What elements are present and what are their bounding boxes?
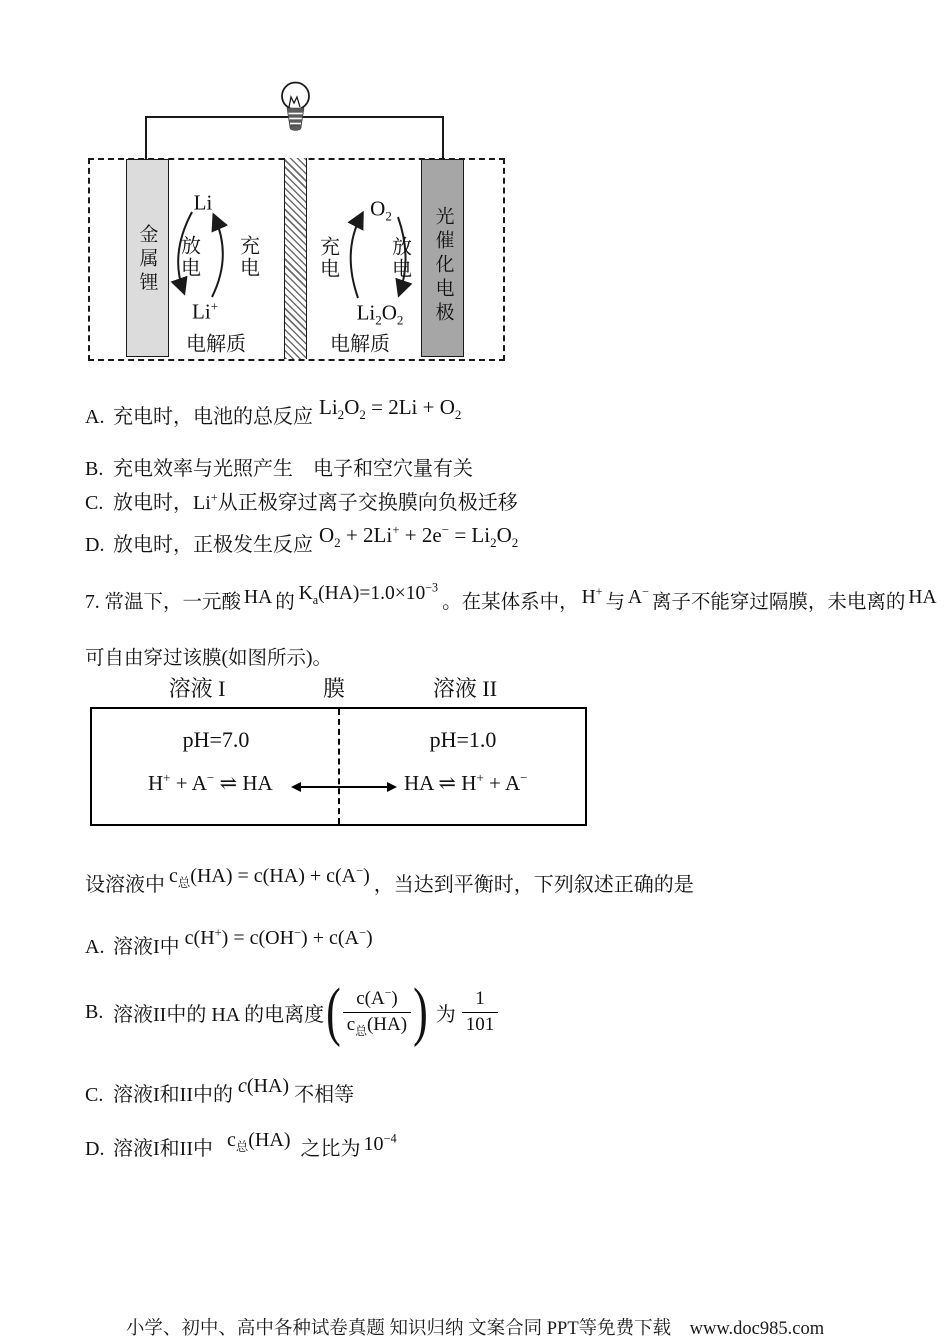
option-text: 为 xyxy=(435,1003,456,1026)
stem-text: 离子不能穿过隔膜，未电离的 xyxy=(651,592,906,613)
fraction-denominator: $c_总(HA)$ xyxy=(343,1012,411,1038)
membrane-diagram-box xyxy=(90,707,587,826)
left-electrode-label: 金属锂 xyxy=(136,224,158,296)
species-li-ion: Li+ xyxy=(191,298,219,324)
q7-option-d xyxy=(85,1129,397,1161)
fraction-numerator: 1 xyxy=(475,987,485,1009)
q7-option-a xyxy=(85,925,373,959)
option-text: 充电效率与光照产生 电子和空穴量有关 xyxy=(113,458,473,480)
given-text: ，当达到平衡时，下列叙述正确的是 xyxy=(373,874,694,896)
membrane-header-solution2: 溶液 II xyxy=(432,676,498,701)
membrane-header-solution1: 溶液 I xyxy=(168,676,226,701)
stem-text: 可自由穿过该膜(如图所示)。 xyxy=(85,648,332,669)
equilibrium-left: H+ + A− ⇌ HA xyxy=(148,770,273,795)
left-cell-charge-label: 充电 xyxy=(236,235,259,279)
q7-stem-line2 xyxy=(85,642,332,670)
option-formula: $c_总(HA)$ xyxy=(226,1129,291,1154)
ph-left: pH=7.0 xyxy=(182,727,250,752)
option-formula: c(H+) = c(OH−) + c(A−) xyxy=(184,925,373,949)
q7-given-line xyxy=(85,863,694,897)
ph-right: pH=1.0 xyxy=(429,727,497,752)
equilibrium-right: HA ⇌ H+ + A− xyxy=(404,770,528,795)
right-cell-charge-label: 充电 xyxy=(316,236,339,280)
open-paren: ( xyxy=(326,974,341,1048)
option-formula: $O_2 + 2Li^+ + 2e^- = Li_2O_2$ xyxy=(319,522,519,551)
option-label: B. xyxy=(85,1000,104,1023)
given-formula: $c_总(HA) = c(HA) + c(A^-)$ xyxy=(169,863,370,890)
q7-option-c xyxy=(85,1075,355,1107)
page-footer: 小学、初中、高中各种试卷真题 知识归纳 文案合同 PPT等免费下载 www.doc985.com xyxy=(125,1319,825,1339)
given-text: 设溶液中 xyxy=(85,874,165,896)
ionization-fraction xyxy=(343,987,411,1037)
species-o2: $O_2$ xyxy=(370,196,392,224)
option-text: 放电时，Li+从正极穿过离子交换膜向负极迁移 xyxy=(113,490,518,514)
species-li2o2: $Li_2O_2$ xyxy=(356,300,404,328)
stem-formula-h: H+ xyxy=(581,584,603,608)
battery-diagram xyxy=(85,66,515,366)
option-text: 放电时，正极发生反应 xyxy=(113,534,313,556)
stem-formula-ka: $K_a(HA)=1.0\times 10^{-3}$ xyxy=(298,580,439,607)
left-cell-discharge-label: 放电 xyxy=(177,235,200,279)
double-arrow xyxy=(293,786,395,788)
separator-membrane xyxy=(284,158,307,359)
option-label: B. xyxy=(85,458,104,480)
q7-stem-line1 xyxy=(85,580,937,614)
option-text: 溶液II中的 HA 的电离度 xyxy=(113,1003,325,1026)
stem-text: 与 xyxy=(605,592,625,613)
stem-text: 。在某体系中， xyxy=(442,592,579,613)
fraction-numerator: c(A−) xyxy=(356,986,398,1009)
option-text: 充电时，电池的总反应 xyxy=(113,406,313,428)
stem-formula-ha: HA xyxy=(244,587,273,608)
close-paren: ) xyxy=(413,974,428,1048)
q6-option-a xyxy=(85,395,462,429)
option-text: 之比为 xyxy=(300,1138,361,1160)
option-formula: $Li_2O_2 = 2Li + O_2$ xyxy=(319,395,462,423)
stem-text: 7. 常温下，一元酸 xyxy=(85,592,242,613)
option-label: D. xyxy=(85,1138,105,1160)
q6-option-c xyxy=(85,486,518,515)
option-text: 溶液I和II中 xyxy=(113,1138,213,1160)
option-text: 溶液I中 xyxy=(113,936,180,958)
stem-formula-ha2: HA xyxy=(908,587,937,608)
stem-formula-a: A− xyxy=(628,584,649,608)
option-text: 不相等 xyxy=(294,1084,355,1106)
q7-option-b xyxy=(85,976,498,1048)
option-formula: c(HA) xyxy=(237,1075,290,1097)
q6-option-b xyxy=(85,452,473,481)
right-cell-electrolyte-label: 电解质 xyxy=(330,333,390,356)
species-li: Li xyxy=(193,190,213,215)
left-cell-electrolyte-label: 电解质 xyxy=(186,333,246,356)
option-label: C. xyxy=(85,492,104,514)
fraction-denominator: 101 xyxy=(462,1012,499,1038)
right-cell-discharge-label: 放电 xyxy=(388,236,411,280)
option-label: A. xyxy=(85,406,105,428)
membrane-header-membrane: 膜 xyxy=(322,676,346,701)
stem-text: 的 xyxy=(275,592,295,613)
option-text: 溶液I和II中的 xyxy=(113,1084,233,1106)
option-label: C. xyxy=(85,1084,104,1106)
q6-option-d xyxy=(85,522,519,557)
option-value: $10^{-4}$ xyxy=(363,1131,397,1155)
option-label: A. xyxy=(85,936,105,958)
right-electrode-label: 光催化电极 xyxy=(432,206,454,326)
value-fraction xyxy=(462,987,499,1037)
light-bulb-icon xyxy=(282,83,309,131)
option-label: D. xyxy=(85,534,105,556)
